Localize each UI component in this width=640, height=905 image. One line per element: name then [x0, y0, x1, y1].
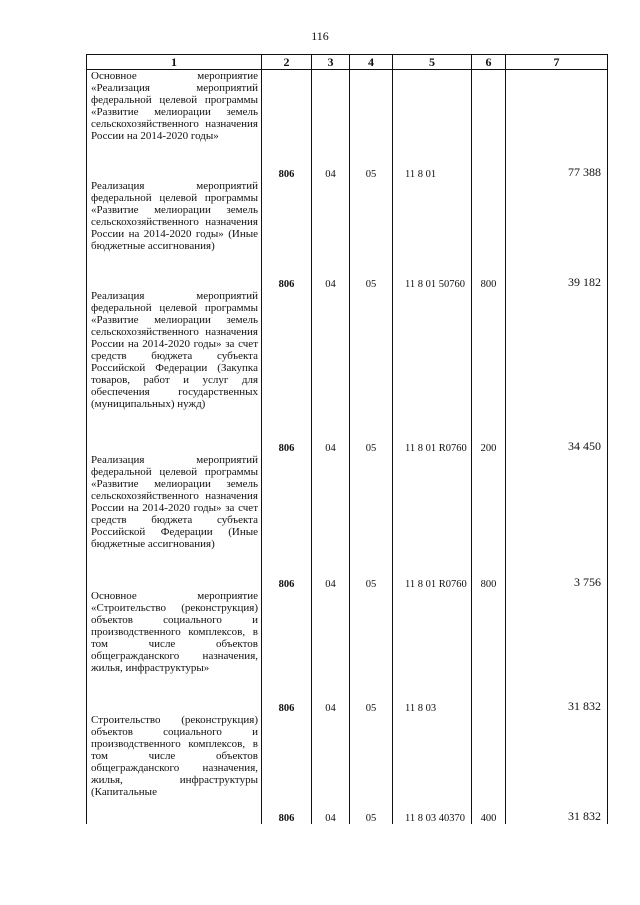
table-row — [87, 714, 608, 824]
table-row — [87, 180, 608, 290]
row-name: Основное мероприятие «Строительство (реконструкция) объектов социального и производственного комплексов, в том числе объектов общегражданского назначения, жилья, инфраструктуры» — [87, 590, 262, 714]
row-amount: 31 832 — [506, 590, 608, 714]
row-section: 04 — [312, 70, 350, 180]
table-header-row — [87, 55, 608, 70]
table-row — [87, 70, 608, 180]
row-expense-type: 800 — [472, 454, 506, 590]
row-amount: 77 388 — [506, 70, 608, 180]
row-subsection: 05 — [350, 70, 393, 180]
row-target-article: 11 8 03 40370 — [393, 714, 472, 824]
row-amount: 34 450 — [506, 290, 608, 454]
col-header-6: 6 — [472, 55, 506, 70]
row-section: 04 — [312, 180, 350, 290]
row-subsection: 05 — [350, 714, 393, 824]
row-target-article: 11 8 01 R0760 — [393, 290, 472, 454]
row-subsection: 05 — [350, 590, 393, 714]
col-header-3: 3 — [312, 55, 350, 70]
table-row — [87, 590, 608, 714]
row-section: 04 — [312, 590, 350, 714]
row-ministry-code: 806 — [262, 180, 312, 290]
table-row — [87, 454, 608, 590]
table-row — [87, 290, 608, 454]
row-expense-type: 800 — [472, 180, 506, 290]
col-header-5: 5 — [393, 55, 472, 70]
row-subsection: 05 — [350, 454, 393, 590]
row-target-article: 11 8 01 R0760 — [393, 454, 472, 590]
row-ministry-code: 806 — [262, 590, 312, 714]
row-target-article: 11 8 01 50760 — [393, 180, 472, 290]
col-header-7: 7 — [506, 55, 608, 70]
row-ministry-code: 806 — [262, 70, 312, 180]
row-target-article: 11 8 03 — [393, 590, 472, 714]
row-target-article: 11 8 01 — [393, 70, 472, 180]
col-header-2: 2 — [262, 55, 312, 70]
row-expense-type — [472, 70, 506, 180]
row-subsection: 05 — [350, 290, 393, 454]
row-subsection: 05 — [350, 180, 393, 290]
row-name: Реализация мероприятий федеральной целевой программы «Развитие мелиорации земель сельскохозяйственного назначения России на 2014-2020 годы» (Иные бюджетные ассигнования) — [87, 180, 262, 290]
row-amount: 39 182 — [506, 180, 608, 290]
page-number: 116 — [311, 29, 329, 43]
row-name: Строительство (реконструкция) объектов социального и производственного комплексов, в том числе объектов общегражданского назначения, жилья, инфраструктуры (Капитальные — [87, 714, 262, 824]
row-ministry-code: 806 — [262, 454, 312, 590]
row-expense-type: 200 — [472, 290, 506, 454]
budget-table — [86, 54, 608, 824]
row-expense-type — [472, 590, 506, 714]
row-amount: 3 756 — [506, 454, 608, 590]
row-ministry-code: 806 — [262, 290, 312, 454]
row-name: Реализация мероприятий федеральной целевой программы «Развитие мелиорации земель сельскохозяйственного назначения России на 2014-2020 годы» за счет средств бюджета субъекта Российской Федерации (Иные бюджетные ассигнования) — [87, 454, 262, 590]
row-name: Основное мероприятие «Реализация мероприятий федеральной целевой программы «Развитие мелиорации земель сельскохозяйственного назначения России на 2014-2020 годы» — [87, 70, 262, 180]
row-name: Реализация мероприятий федеральной целевой программы «Развитие мелиорации земель сельскохозяйственного назначения России на 2014-2020 годы» за счет средств бюджета субъекта Российской Федерации (Закупка товаров, работ и услуг для обеспечения государственных (муниципальных) нужд) — [87, 290, 262, 454]
row-ministry-code: 806 — [262, 714, 312, 824]
row-amount: 31 832 — [506, 714, 608, 824]
col-header-1: 1 — [87, 55, 262, 70]
row-section: 04 — [312, 454, 350, 590]
col-header-4: 4 — [350, 55, 393, 70]
row-section: 04 — [312, 290, 350, 454]
row-expense-type: 400 — [472, 714, 506, 824]
row-section: 04 — [312, 714, 350, 824]
